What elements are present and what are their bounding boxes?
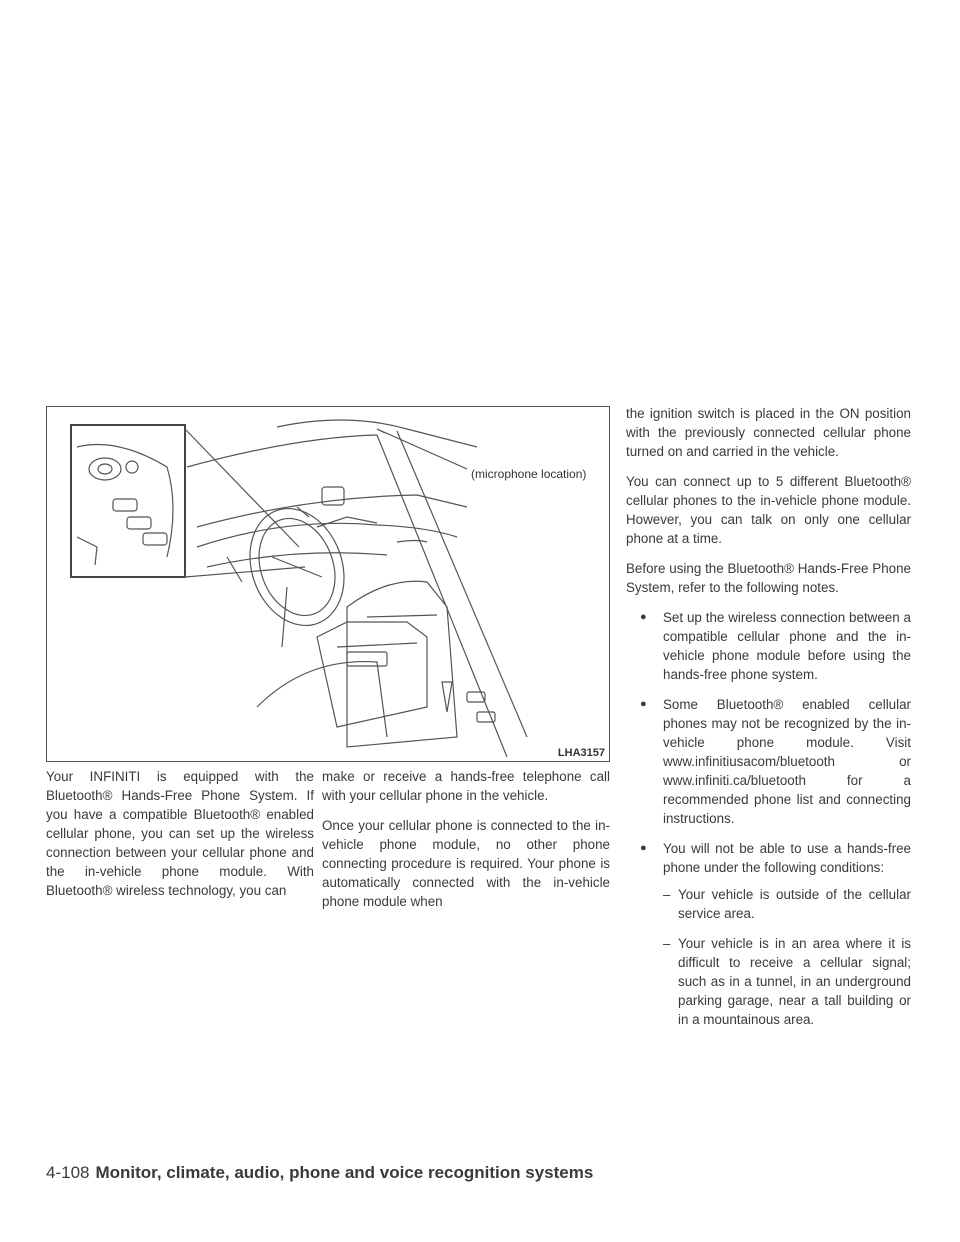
- figure-code: LHA3157: [557, 747, 605, 759]
- paragraph: make or receive a hands-free telephone call with your cellular phone in the vehicle.: [322, 769, 610, 803]
- list-item: – Your vehicle is outside of the cellular service area.: [663, 885, 911, 923]
- paragraph: You can connect up to 5 different Bluetooth® cellular phones to the in-vehicle phone module. However, you can talk on only one cellular phone at a time.: [626, 474, 911, 546]
- text-column-2: [322, 767, 610, 922]
- text-column-1: [46, 767, 314, 911]
- microphone-location-callout: (microphone location): [471, 467, 587, 481]
- conditions-list: [663, 885, 911, 1029]
- microphone-location-figure: [46, 406, 610, 762]
- paragraph: the ignition switch is placed in the ON position with the previously connected cellular phone turned on and carried in the vehicle.: [626, 406, 911, 459]
- page-number: 4-108: [46, 1163, 90, 1182]
- section-title: Monitor, climate, audio, phone and voice recognition systems: [95, 1163, 594, 1182]
- text-column-3: [626, 404, 911, 1040]
- list-item: ● Some Bluetooth® enabled cellular phones may not be recognized by the in-vehicle phone module. Visit www.infinitiusacom/bluetooth or www.infiniti.ca/bluetooth for a recommended phone list and connecting instructions.: [640, 695, 911, 828]
- page-footer: [46, 1163, 593, 1183]
- list-item: ● You will not be able to use a hands-free phone under the following conditions: – Your vehicle is outside of the cellular service area. – Your vehicle is in an area where it is difficult to receive a cellular signal; such as in a tunnel, in an underground parking garage, near a tall building or in a mountainous area.: [640, 839, 911, 1029]
- list-item: ● Set up the wireless connection between a compatible cellular phone and the in-vehicle phone module before using the hands-free phone system.: [640, 608, 911, 684]
- notes-list: [626, 608, 911, 1029]
- paragraph: Once your cellular phone is connected to the in-vehicle phone module, no other phone connecting procedure is required. Your phone is automatically connected with the in-vehicle phone module when: [322, 818, 610, 909]
- paragraph: Before using the Bluetooth® Hands-Free Phone System, refer to the following notes.: [626, 561, 911, 595]
- list-item: – Your vehicle is in an area where it is difficult to receive a cellular signal; such as in a tunnel, in an underground parking garage, near a tall building or in a mountainous area.: [663, 934, 911, 1029]
- vehicle-interior-illustration: [47, 407, 609, 761]
- paragraph: Your INFINITI is equipped with the Bluetooth® Hands-Free Phone System. If you have a compatible Bluetooth® enabled cellular phone, you can set up the wireless connection between your cellular phone and the in-vehicle phone module. With Bluetooth® wireless technology, you can: [46, 769, 314, 898]
